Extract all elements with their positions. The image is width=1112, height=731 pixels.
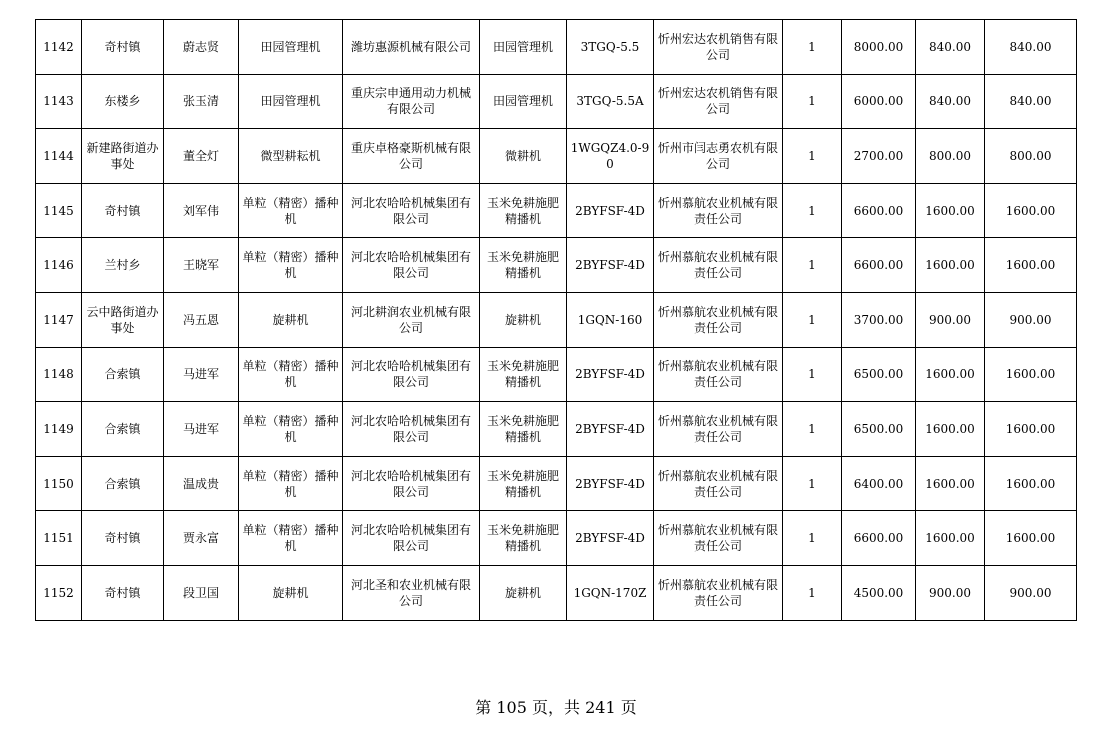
township-cell: 合索镇 (82, 347, 164, 402)
quantity-cell: 1 (783, 292, 842, 347)
township-cell: 奇村镇 (82, 511, 164, 566)
sale-price-cell: 8000.00 (842, 20, 916, 75)
farmer-name-cell: 马进军 (164, 347, 239, 402)
manufacturer-cell: 河北农哈哈机械集团有限公司 (343, 511, 480, 566)
dealer-cell: 忻州慕航农业机械有限责任公司 (654, 183, 783, 238)
machine-category-cell: 单粒（精密）播种机 (239, 402, 343, 457)
dealer-cell: 忻州慕航农业机械有限责任公司 (654, 511, 783, 566)
model-cell: 2BYFSF-4D (567, 238, 654, 293)
central-subsidy-cell: 900.00 (916, 565, 985, 620)
farmer-name-cell: 段卫国 (164, 565, 239, 620)
total-subsidy-cell: 1600.00 (985, 456, 1077, 511)
farmer-name-cell: 蔚志贤 (164, 20, 239, 75)
model-cell: 1GQN-160 (567, 292, 654, 347)
sale-price-cell: 6600.00 (842, 511, 916, 566)
model-cell: 2BYFSF-4D (567, 183, 654, 238)
model-cell: 1GQN-170Z (567, 565, 654, 620)
central-subsidy-cell: 840.00 (916, 74, 985, 129)
total-subsidy-cell: 900.00 (985, 565, 1077, 620)
quantity-cell: 1 (783, 456, 842, 511)
product-name-cell: 玉米免耕施肥精播机 (480, 238, 567, 293)
township-cell: 云中路街道办事处 (82, 292, 164, 347)
dealer-cell: 忻州慕航农业机械有限责任公司 (654, 292, 783, 347)
model-cell: 2BYFSF-4D (567, 456, 654, 511)
township-cell: 奇村镇 (82, 183, 164, 238)
row-number-cell: 1142 (36, 20, 82, 75)
product-name-cell: 田园管理机 (480, 20, 567, 75)
central-subsidy-cell: 1600.00 (916, 347, 985, 402)
product-name-cell: 旋耕机 (480, 292, 567, 347)
total-subsidy-cell: 900.00 (985, 292, 1077, 347)
total-subsidy-cell: 1600.00 (985, 183, 1077, 238)
machine-category-cell: 单粒（精密）播种机 (239, 347, 343, 402)
township-cell: 合索镇 (82, 456, 164, 511)
central-subsidy-cell: 1600.00 (916, 183, 985, 238)
farmer-name-cell: 张玉清 (164, 74, 239, 129)
table-body (36, 20, 1077, 621)
total-subsidy-cell: 1600.00 (985, 347, 1077, 402)
central-subsidy-cell: 1600.00 (916, 456, 985, 511)
table-row (36, 292, 1077, 347)
total-subsidy-cell: 800.00 (985, 129, 1077, 184)
row-number-cell: 1144 (36, 129, 82, 184)
dealer-cell: 忻州慕航农业机械有限责任公司 (654, 402, 783, 457)
township-cell: 奇村镇 (82, 565, 164, 620)
township-cell: 新建路街道办事处 (82, 129, 164, 184)
product-name-cell: 玉米免耕施肥精播机 (480, 402, 567, 457)
product-name-cell: 田园管理机 (480, 74, 567, 129)
dealer-cell: 忻州慕航农业机械有限责任公司 (654, 347, 783, 402)
manufacturer-cell: 河北农哈哈机械集团有限公司 (343, 183, 480, 238)
row-number-cell: 1150 (36, 456, 82, 511)
total-subsidy-cell: 1600.00 (985, 511, 1077, 566)
machine-category-cell: 旋耕机 (239, 565, 343, 620)
farmer-name-cell: 冯五恩 (164, 292, 239, 347)
central-subsidy-cell: 1600.00 (916, 238, 985, 293)
product-name-cell: 玉米免耕施肥精播机 (480, 511, 567, 566)
central-subsidy-cell: 900.00 (916, 292, 985, 347)
row-number-cell: 1145 (36, 183, 82, 238)
table-row (36, 347, 1077, 402)
model-cell: 2BYFSF-4D (567, 511, 654, 566)
machine-category-cell: 单粒（精密）播种机 (239, 238, 343, 293)
table-row (36, 511, 1077, 566)
table-row (36, 20, 1077, 75)
table-row (36, 183, 1077, 238)
row-number-cell: 1143 (36, 74, 82, 129)
product-name-cell: 微耕机 (480, 129, 567, 184)
farmer-name-cell: 温成贵 (164, 456, 239, 511)
farmer-name-cell: 王晓军 (164, 238, 239, 293)
product-name-cell: 玉米免耕施肥精播机 (480, 347, 567, 402)
product-name-cell: 玉米免耕施肥精播机 (480, 456, 567, 511)
table-row (36, 565, 1077, 620)
subsidy-table (35, 19, 1077, 621)
row-number-cell: 1151 (36, 511, 82, 566)
central-subsidy-cell: 840.00 (916, 20, 985, 75)
quantity-cell: 1 (783, 183, 842, 238)
model-cell: 3TGQ-5.5A (567, 74, 654, 129)
table-row (36, 129, 1077, 184)
manufacturer-cell: 潍坊惠源机械有限公司 (343, 20, 480, 75)
manufacturer-cell: 河北农哈哈机械集团有限公司 (343, 402, 480, 457)
sale-price-cell: 6600.00 (842, 183, 916, 238)
sale-price-cell: 4500.00 (842, 565, 916, 620)
township-cell: 奇村镇 (82, 20, 164, 75)
row-number-cell: 1149 (36, 402, 82, 457)
row-number-cell: 1152 (36, 565, 82, 620)
quantity-cell: 1 (783, 565, 842, 620)
page-number: 第 105 页，共 241 页 (475, 698, 637, 717)
total-subsidy-cell: 840.00 (985, 20, 1077, 75)
sale-price-cell: 6000.00 (842, 74, 916, 129)
township-cell: 合索镇 (82, 402, 164, 457)
manufacturer-cell: 重庆卓格豪斯机械有限公司 (343, 129, 480, 184)
model-cell: 1WGQZ4.0-90 (567, 129, 654, 184)
model-cell: 3TGQ-5.5 (567, 20, 654, 75)
quantity-cell: 1 (783, 238, 842, 293)
row-number-cell: 1148 (36, 347, 82, 402)
sale-price-cell: 6500.00 (842, 347, 916, 402)
dealer-cell: 忻州宏达农机销售有限公司 (654, 20, 783, 75)
row-number-cell: 1147 (36, 292, 82, 347)
central-subsidy-cell: 1600.00 (916, 402, 985, 457)
farmer-name-cell: 董全灯 (164, 129, 239, 184)
sale-price-cell: 6600.00 (842, 238, 916, 293)
township-cell: 东楼乡 (82, 74, 164, 129)
township-cell: 兰村乡 (82, 238, 164, 293)
farmer-name-cell: 马进军 (164, 402, 239, 457)
quantity-cell: 1 (783, 402, 842, 457)
farmer-name-cell: 贾永富 (164, 511, 239, 566)
quantity-cell: 1 (783, 347, 842, 402)
manufacturer-cell: 河北农哈哈机械集团有限公司 (343, 347, 480, 402)
quantity-cell: 1 (783, 74, 842, 129)
central-subsidy-cell: 800.00 (916, 129, 985, 184)
model-cell: 2BYFSF-4D (567, 347, 654, 402)
machine-category-cell: 微型耕耘机 (239, 129, 343, 184)
central-subsidy-cell: 1600.00 (916, 511, 985, 566)
sale-price-cell: 6400.00 (842, 456, 916, 511)
sale-price-cell: 2700.00 (842, 129, 916, 184)
manufacturer-cell: 河北农哈哈机械集团有限公司 (343, 238, 480, 293)
manufacturer-cell: 河北耕润农业机械有限公司 (343, 292, 480, 347)
dealer-cell: 忻州慕航农业机械有限责任公司 (654, 565, 783, 620)
machine-category-cell: 旋耕机 (239, 292, 343, 347)
dealer-cell: 忻州市闫志勇农机有限公司 (654, 129, 783, 184)
quantity-cell: 1 (783, 129, 842, 184)
machine-category-cell: 单粒（精密）播种机 (239, 511, 343, 566)
machine-category-cell: 单粒（精密）播种机 (239, 183, 343, 238)
manufacturer-cell: 河北农哈哈机械集团有限公司 (343, 456, 480, 511)
table-row (36, 74, 1077, 129)
manufacturer-cell: 河北圣和农业机械有限公司 (343, 565, 480, 620)
model-cell: 2BYFSF-4D (567, 402, 654, 457)
quantity-cell: 1 (783, 20, 842, 75)
machine-category-cell: 单粒（精密）播种机 (239, 456, 343, 511)
table-row (36, 456, 1077, 511)
row-number-cell: 1146 (36, 238, 82, 293)
quantity-cell: 1 (783, 511, 842, 566)
total-subsidy-cell: 1600.00 (985, 402, 1077, 457)
dealer-cell: 忻州慕航农业机械有限责任公司 (654, 456, 783, 511)
farmer-name-cell: 刘军伟 (164, 183, 239, 238)
manufacturer-cell: 重庆宗申通用动力机械有限公司 (343, 74, 480, 129)
sale-price-cell: 3700.00 (842, 292, 916, 347)
product-name-cell: 玉米免耕施肥精播机 (480, 183, 567, 238)
sale-price-cell: 6500.00 (842, 402, 916, 457)
total-subsidy-cell: 1600.00 (985, 238, 1077, 293)
dealer-cell: 忻州慕航农业机械有限责任公司 (654, 238, 783, 293)
total-subsidy-cell: 840.00 (985, 74, 1077, 129)
dealer-cell: 忻州宏达农机销售有限公司 (654, 74, 783, 129)
table-row (36, 402, 1077, 457)
table-row (36, 238, 1077, 293)
product-name-cell: 旋耕机 (480, 565, 567, 620)
machine-category-cell: 田园管理机 (239, 74, 343, 129)
machine-category-cell: 田园管理机 (239, 20, 343, 75)
